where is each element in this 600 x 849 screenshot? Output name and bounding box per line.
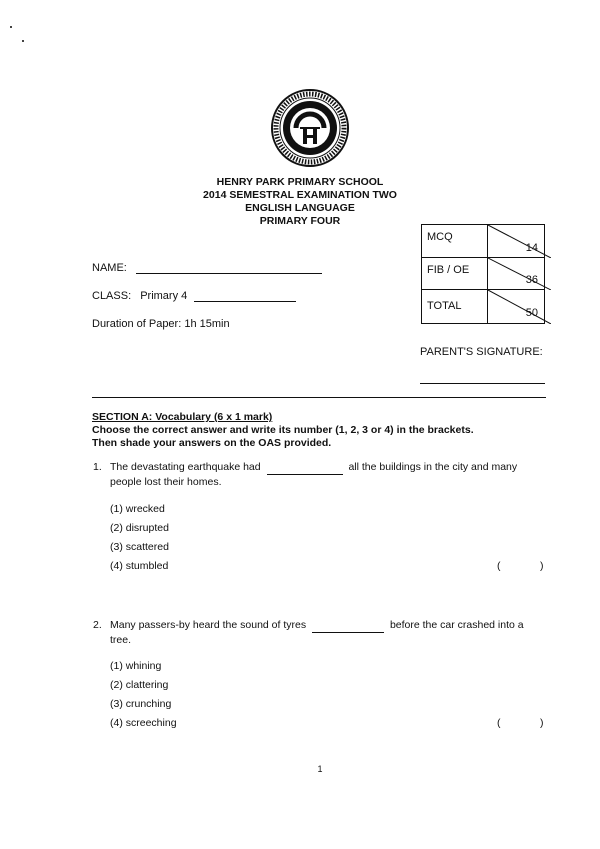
answer-bracket-open: ( [497, 717, 501, 729]
question-text: The devastating earthquake had [110, 461, 261, 473]
answer-bracket-open: ( [497, 560, 501, 572]
score-row-total [422, 290, 545, 324]
class-value: Primary 4 [140, 290, 188, 302]
divider-line [92, 397, 546, 398]
class-field[interactable] [194, 290, 296, 302]
score-cell[interactable] [488, 225, 545, 258]
option-item: (2) disrupted [110, 522, 169, 534]
score-cell[interactable] [488, 258, 545, 290]
question-text: all the buildings in the city and many [348, 461, 518, 473]
score-label: FIB / OE [422, 258, 488, 290]
answer-blank[interactable] [267, 463, 343, 475]
score-row-mcq [422, 225, 545, 258]
section-instruction: Then shade your answers on the OAS provided. [92, 437, 332, 449]
diagonal-slash [488, 225, 551, 258]
diagonal-slash [488, 258, 551, 290]
score-cell[interactable] [488, 290, 545, 324]
answer-bracket-field[interactable] [505, 558, 539, 572]
question-number: 1. [93, 461, 102, 473]
name-label: NAME: [92, 262, 127, 274]
page-number: 1 [317, 764, 323, 774]
parent-signature-label: PARENT'S SIGNATURE: [420, 346, 543, 358]
question-text: before the car crashed into a [389, 619, 524, 631]
scan-speck [10, 26, 12, 28]
score-label: MCQ [422, 225, 488, 258]
answer-bracket-close: ) [540, 717, 544, 729]
question-text: Many passers-by heard the sound of tyres [110, 619, 307, 631]
option-item: (3) crunching [110, 698, 172, 710]
option-item: (1) whining [110, 660, 162, 672]
option-item: (1) wrecked [110, 503, 165, 515]
answer-blank[interactable] [312, 621, 384, 633]
exam-title: 2014 SEMESTRAL EXAMINATION TWO [203, 189, 397, 201]
answer-bracket-field[interactable] [505, 715, 539, 729]
name-field[interactable] [136, 262, 322, 274]
section-instruction: Choose the correct answer and write its number (1, 2, 3 or 4) in the brackets. [92, 424, 474, 436]
score-max: 36 [525, 274, 538, 286]
question-1-line-1 [110, 460, 546, 475]
subject-title: ENGLISH LANGUAGE [245, 202, 355, 214]
score-max: 50 [525, 307, 538, 319]
duration-text: Duration of Paper: 1h 15min [92, 318, 230, 330]
question-text: people lost their homes. [110, 476, 222, 488]
school-crest-logo [270, 88, 350, 168]
section-title: SECTION A: Vocabulary (6 x 1 mark) [92, 411, 273, 423]
school-name: HENRY PARK PRIMARY SCHOOL [216, 176, 384, 188]
score-table [421, 224, 545, 324]
diagonal-slash [488, 290, 551, 324]
level-title: PRIMARY FOUR [259, 215, 341, 227]
option-item: (2) clattering [110, 679, 169, 691]
option-item: (3) scattered [110, 541, 169, 553]
question-number: 2. [93, 619, 102, 631]
scan-speck [22, 40, 24, 42]
parent-signature-line[interactable] [420, 383, 545, 384]
name-row [92, 262, 322, 274]
question-text: tree. [110, 634, 132, 646]
class-row [92, 290, 296, 302]
question-2-line-1 [110, 618, 546, 633]
score-label: TOTAL [422, 290, 488, 324]
score-row-fib [422, 258, 545, 290]
score-max: 14 [525, 242, 538, 254]
answer-bracket-close: ) [540, 560, 544, 572]
option-item: (4) screeching [110, 717, 177, 729]
class-label: CLASS: [92, 290, 132, 302]
option-item: (4) stumbled [110, 560, 169, 572]
